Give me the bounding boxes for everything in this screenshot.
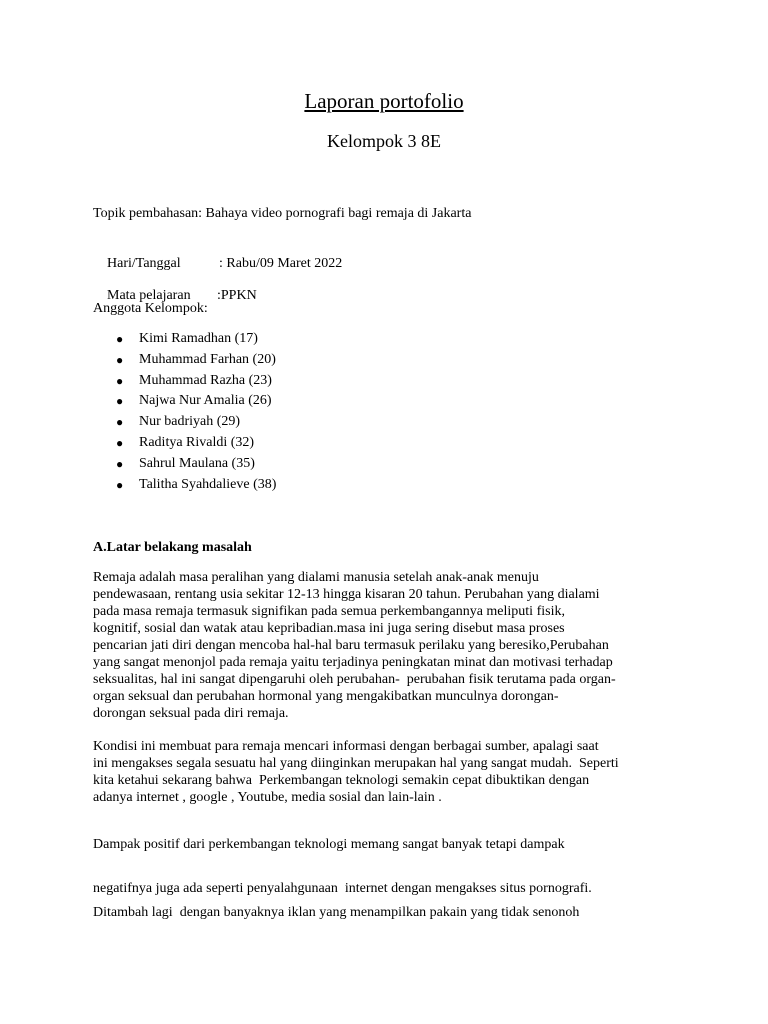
list-item <box>93 329 276 350</box>
paragraph-2 <box>93 738 683 806</box>
paragraph-line: negatifnya juga ada seperti penyalahgunaan internet dengan mengakses situs pornografi. <box>93 881 592 896</box>
section-heading: A.Latar belakang masalah <box>93 540 252 555</box>
paragraph-line: Ditambah lagi dengan banyaknya iklan yang menampilkan pakain yang tidak senonoh <box>93 905 580 920</box>
paragraph-line: Remaja adalah masa peralihan yang dialami manusia setelah anak-anak menuju <box>93 570 539 585</box>
paragraph-line: pendewasaan, rentang usia sekitar 12-13 hingga kisaran 20 tahun. Perubahan yang dialami <box>93 587 600 602</box>
list-item <box>93 454 276 475</box>
member-name: Kimi Ramadhan (17) <box>139 331 258 346</box>
subject-label: Mata pelajaran <box>107 288 191 303</box>
list-item <box>93 350 276 371</box>
list-item <box>93 475 276 496</box>
bullet-icon: ● <box>116 394 124 409</box>
document-title: Laporan portofolio <box>304 89 464 113</box>
paragraph-line: Kondisi ini membuat para remaja mencari informasi dengan berbagai sumber, apalagi saat <box>93 739 599 754</box>
paragraph-5 <box>93 904 683 921</box>
paragraph-4 <box>93 880 683 897</box>
paragraph-line: kognitif, sosial dan watak atau kepribadian.masa ini juga sering disebut masa proses <box>93 621 565 636</box>
paragraph-line: adanya internet , google , Youtube, media sosial dan lain-lain . <box>93 790 442 805</box>
bullet-icon: ● <box>116 435 124 450</box>
member-name: Sahrul Maulana (35) <box>139 455 255 471</box>
list-item <box>93 412 276 433</box>
paragraph-line: Dampak positif dari perkembangan teknologi memang sangat banyak tetapi dampak <box>93 837 565 852</box>
paragraph-line: yang sangat menonjol pada remaja yaitu terjadinya peningkatan minat dan motivasi terhadap <box>93 655 613 670</box>
date-label: Hari/Tanggal <box>107 256 181 271</box>
list-item <box>93 433 276 454</box>
paragraph-line: ini mengakses segala sesuatu hal yang diinginkan merupakan hal yang sangat mudah. Seperti <box>93 756 619 771</box>
paragraph-line: organ seksual dan perubahan hormonal yang mengakibatkan munculnya dorongan- <box>93 689 559 704</box>
bullet-icon: ● <box>116 352 124 367</box>
paragraph-line: pencarian jati diri dengan mencoba hal-hal baru termasuk perilaku yang beresiko,Perubahan <box>93 638 609 653</box>
paragraph-line: pada masa remaja termasuk signifikan pada semua perkembangannya meliputi fisik, <box>93 604 565 619</box>
list-item <box>93 391 276 412</box>
subject-value: :PPKN <box>217 288 257 303</box>
bullet-icon: ● <box>116 415 124 430</box>
bullet-icon: ● <box>116 477 124 492</box>
document-subtitle: Kelompok 3 8E <box>327 131 441 151</box>
members-list <box>93 329 276 495</box>
member-name: Najwa Nur Amalia (26) <box>139 393 272 409</box>
list-item <box>93 371 276 392</box>
paragraph-line: dorongan seksual pada diri remaja. <box>93 706 289 721</box>
date-value: : Rabu/09 Maret 2022 <box>219 256 343 271</box>
member-name: Muhammad Razha (23) <box>139 372 272 388</box>
topic-line: Topik pembahasan: Bahaya video pornografi bagi remaja di Jakarta <box>93 206 472 221</box>
bullet-icon: ● <box>116 456 124 471</box>
member-name: Raditya Rivaldi (32) <box>139 434 255 450</box>
member-name: Muhammad Farhan (20) <box>139 351 276 367</box>
members-heading: Anggota Kelompok: <box>93 301 208 316</box>
paragraph-line: kita ketahui sekarang bahwa Perkembangan teknologi semakin cepat dibuktikan dengan <box>93 773 590 788</box>
paragraph-3 <box>93 836 683 853</box>
bullet-icon: ● <box>116 373 124 388</box>
bullet-icon: ● <box>116 332 124 346</box>
paragraph-line: seksualitas, hal ini sangat dipengaruhi oleh perubahan- perubahan fisik terutama pada organ- <box>93 672 616 687</box>
paragraph-1 <box>93 569 683 722</box>
member-name: Talitha Syahdalieve (38) <box>139 476 277 492</box>
member-name: Nur badriyah (29) <box>139 414 241 430</box>
